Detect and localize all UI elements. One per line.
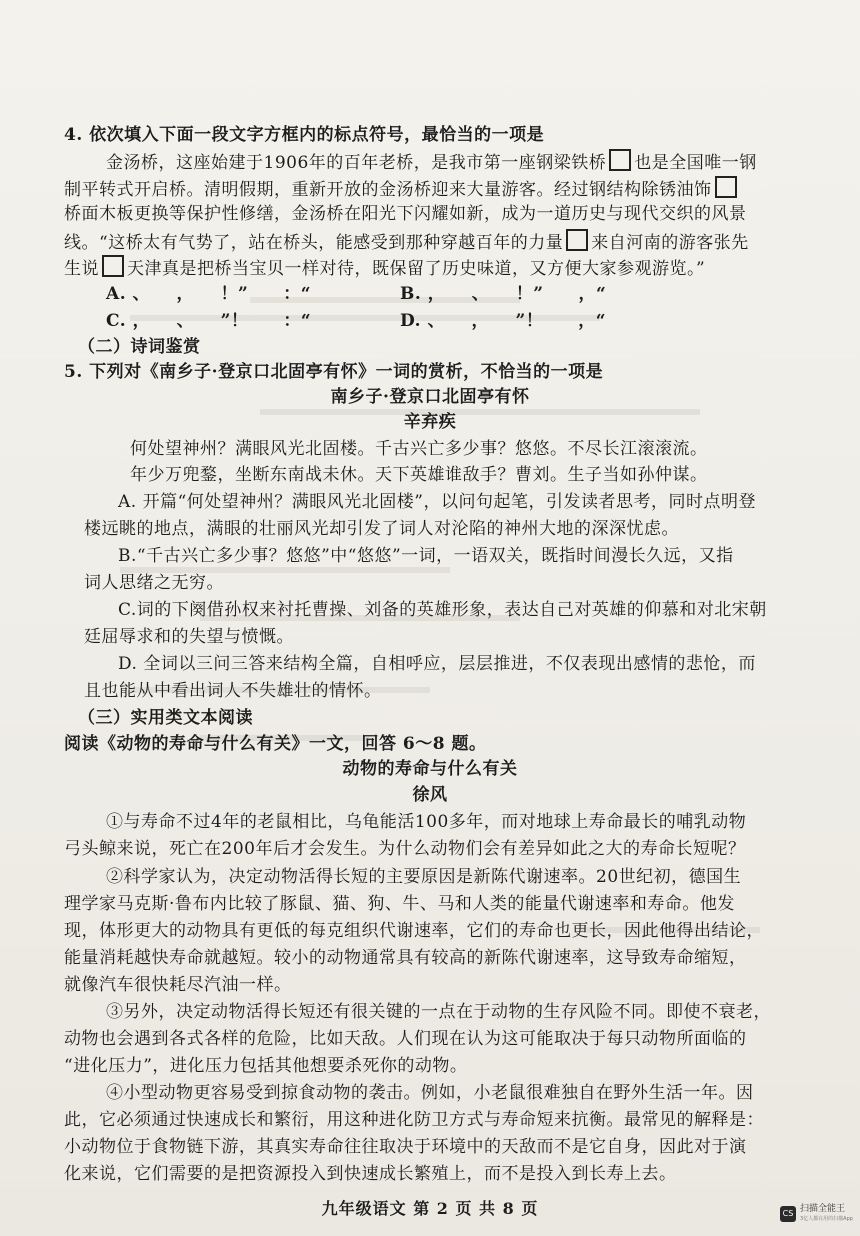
q4-passage-line-5 — [64, 255, 705, 280]
punct-blank-2[interactable] — [715, 176, 737, 198]
q5-option-b-line-2: 词人思绪之无穷。 — [84, 573, 224, 593]
q5-option-b-line-1[interactable]: B.“千古兴亡多少事？悠悠”中“悠悠”一词，一语双关，既指时间漫长久远，又指 — [118, 546, 734, 566]
para-2-line-5: 就像汽车很快耗尽汽油一样。 — [64, 975, 292, 995]
q4-text: 也是全国唯一钢 — [634, 153, 757, 173]
q4-text: 来自河南的游客张先 — [591, 233, 749, 253]
q4-option-b[interactable]: B. ， 、 ！” ，“ — [400, 284, 607, 304]
para-1-line-1: ①与寿命不过4年的老鼠相比，乌龟能活100多年，而对地球上寿命最长的哺乳动物 — [106, 812, 747, 832]
article-title: 动物的寿命与什么有关 — [342, 759, 518, 779]
q4-text: 金汤桥，这座始建于1906年的百年老桥，是我市第一座钢梁铁桥 — [106, 153, 607, 173]
q4-stem: 4. 依次填入下面一段文字方框内的标点符号，最恰当的一项是 — [64, 125, 545, 145]
punct-blank-1[interactable] — [609, 149, 631, 171]
q5-option-a-line-1[interactable]: A. 开篇“何处望神州？满眼风光北固楼”，以问句起笔，引发读者思考，同时点明登 — [118, 492, 756, 512]
para-3-line-3: “进化压力”，进化压力包括其他想要杀死你的动物。 — [64, 1056, 468, 1076]
page-footer: 九年级语文 第 2 页 共 8 页 — [321, 1199, 539, 1218]
q5-stem: 5. 下列对《南乡子·登京口北固亭有怀》一词的赏析，不恰当的一项是 — [64, 362, 604, 382]
para-2-line-4: 能量消耗越快寿命就越短。较小的动物通常具有较高的新陈代谢速率，这导致寿命缩短， — [64, 948, 747, 968]
para-2-line-3: 现，体形更大的动物具有更低的每克组织代谢速率，它们的寿命也更长，因此他得出结论， — [64, 921, 764, 941]
poem-line-2: 年少万兜鍪，坐断东南战未休。天下英雄谁敌手？曹刘。生子当如孙仲谋。 — [130, 465, 708, 485]
q4-option-c[interactable]: C. ， 、 ”！ ：“ — [106, 311, 312, 331]
q4-passage-line-1 — [106, 149, 757, 174]
reading-intro: 阅读《动物的寿命与什么有关》一文，回答 6～8 题。 — [64, 734, 487, 754]
poem-author: 辛弃疾 — [403, 412, 457, 432]
poem-title: 南乡子·登京口北固亭有怀 — [330, 387, 530, 407]
watermark-sub: 3亿人都在用的扫描App — [800, 1216, 853, 1222]
punct-blank-4[interactable] — [102, 255, 124, 277]
q4-option-a[interactable]: A. 、 ， ！” ：“ — [106, 284, 312, 304]
poem-line-1: 何处望神州？满眼风光北固楼。千古兴亡多少事？悠悠。不尽长江滚滚流。 — [130, 439, 708, 459]
para-1-line-2: 弓头鲸来说，死亡在200年后才会发生。为什么动物们会有差异如此之大的寿命长短呢？ — [64, 839, 746, 859]
q4-text: 生说 — [64, 259, 99, 279]
para-3-line-2: 动物也会遇到各式各样的危险，比如天敌。人们现在认为这可能取决于每只动物所面临的 — [64, 1029, 747, 1049]
watermark-name: 扫描全能王 — [800, 1204, 846, 1214]
section-heading-practical: （三）实用类文本阅读 — [78, 708, 253, 728]
q5-option-c-line-2: 廷屈辱求和的失望与愤慨。 — [84, 627, 294, 647]
q4-passage-line-4 — [64, 229, 749, 254]
section-heading-poetry: （二）诗词鉴赏 — [78, 337, 201, 357]
punct-blank-3[interactable] — [566, 229, 588, 251]
para-4-line-3: 小动物位于食物链下游，其真实寿命往往取决于环境中的天敌而不是它自身，因此对于演 — [64, 1137, 747, 1157]
watermark-text — [800, 1204, 853, 1224]
q5-option-a-line-2: 楼远眺的地点，满眼的壮丽风光却引发了词人对沦陷的神州大地的深深忧虑。 — [84, 519, 679, 539]
q4-text: 天津真是把桥当宝贝一样对待，既保留了历史味道，又方便大家参观游览。” — [127, 259, 706, 279]
q5-option-d-line-2: 且也能从中看出词人不失雄壮的情怀。 — [84, 681, 382, 701]
q4-text: 线。“这桥太有气势了，站在桥头，能感受到那种穿越百年的力量 — [64, 233, 564, 253]
q5-option-c-line-1[interactable]: C.词的下阕借孙权来衬托曹操、刘备的英雄形象，表达自己对英雄的仰慕和对北宋朝 — [118, 600, 767, 620]
q4-passage-line-3: 桥面木板更换等保护性修缮，金汤桥在阳光下闪耀如新，成为一道历史与现代交织的风景 — [64, 204, 747, 224]
para-2-line-2: 理学家马克斯·鲁布内比较了豚鼠、猫、狗、牛、马和人类的能量代谢速率和寿命。他发 — [64, 894, 735, 914]
q4-passage-line-2 — [64, 176, 740, 201]
article-author: 徐风 — [412, 785, 448, 805]
para-3-line-1: ③另外，决定动物活得长短还有很关键的一点在于动物的生存风险不同。即使不衰老， — [106, 1002, 771, 1022]
para-2-line-1: ②科学家认为，决定动物活得长短的主要原因是新陈代谢速率。20世纪初，德国生 — [106, 867, 742, 887]
para-4-line-1: ④小型动物更容易受到掠食动物的袭击。例如，小老鼠很难独自在野外生活一年。因 — [106, 1083, 754, 1103]
q4-option-d[interactable]: D. 、 ， ”！ ，“ — [400, 311, 607, 331]
para-4-line-4: 化来说，它们需要的是把资源投入到快速成长繁殖上，而不是投入到长寿上去。 — [64, 1164, 677, 1184]
scanner-watermark — [780, 1204, 853, 1224]
q5-option-d-line-1[interactable]: D. 全词以三问三答来结构全篇，自相呼应，层层推进，不仅表现出感情的悲怆，而 — [118, 654, 756, 674]
para-4-line-2: 此，它必须通过快速成长和繁衍，用这种进化防卫方式与寿命短来抗衡。最常见的解释是： — [64, 1110, 764, 1130]
q4-text: 制平转式开启桥。清明假期，重新开放的金汤桥迎来大量游客。经过钢结构除锈油饰 — [64, 180, 712, 200]
cs-logo-icon: CS — [780, 1206, 796, 1222]
